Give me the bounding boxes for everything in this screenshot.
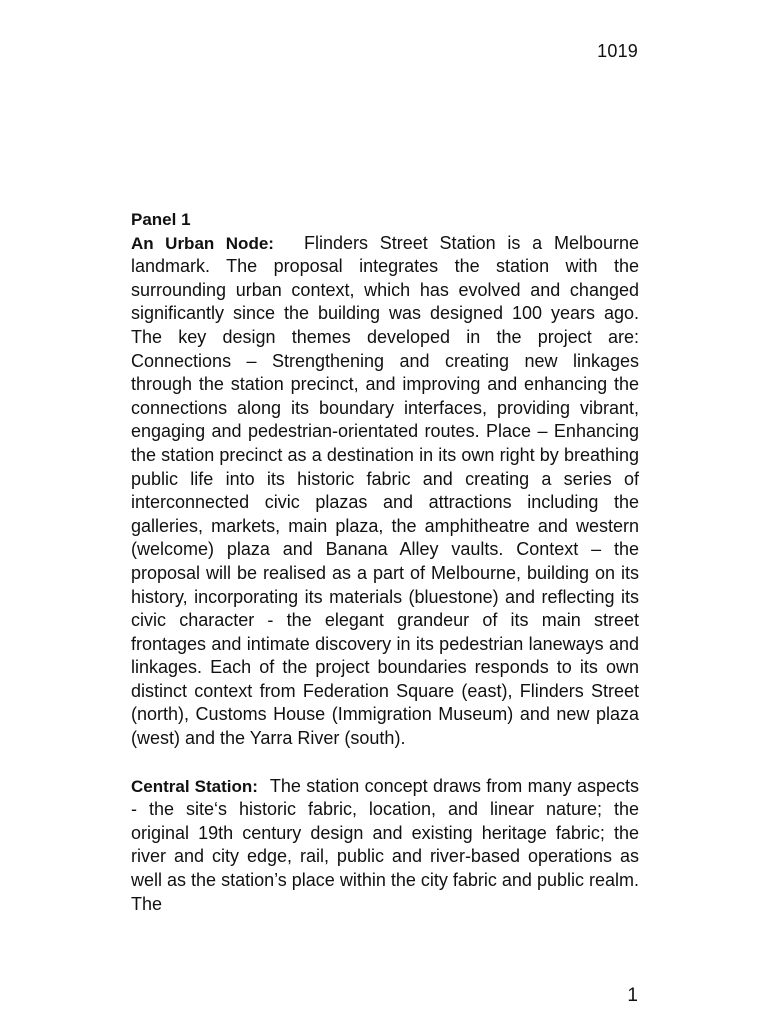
paragraph-lead-central-station: Central Station: xyxy=(131,776,258,796)
document-body xyxy=(131,208,639,916)
page-number: 1 xyxy=(627,985,638,1006)
paragraph-text-urban-node: Flinders Street Station is a Melbourne landmark. The proposal integrates the station with the surrounding urban context, which has evolved and changed significantly since the building was designed 100 years ago. The key design themes developed in the project are: Connections – Strengthening and creating new linkages through the station precinct, and improving and enhancing the connections along its boundary interfaces, providing vibrant, engaging and pedestrian-orientated routes. Place – Enhancing the station precinct as a destination in its own right by breathing public life into its historic fabric and creating a series of interconnected civic plazas and attractions including the galleries, markets, main plaza, the amphitheatre and western (welcome) plaza and Banana Alley vaults. Context – the proposal will be realised as a part of Melbourne, building on its history, incorporating its materials (bluestone) and reflecting its civic character - the elegant grandeur of its main street frontages and intimate discovery in its pedestrian laneways and linkages. Each of the project boundaries responds to its own distinct context from Federation Square (east), Flinders Street (north), Customs House (Immigration Museum) and new plaza (west) and the Yarra River (south). xyxy=(131,232,639,749)
paragraph-lead-urban-node: An Urban Node: xyxy=(131,233,274,253)
page-reference-number: 1019 xyxy=(597,41,638,61)
paragraph-urban-node xyxy=(131,232,639,751)
paragraph-central-station xyxy=(131,775,639,917)
paragraph-text-central-station: The station concept draws from many aspects - the site‘s historic fabric, location, and linear nature; the original 19th century design and existing heritage fabric; the river and city edge, rail, public and river-based operations as well as the station’s place within the city fabric and public realm. The xyxy=(131,775,639,914)
panel-heading: Panel 1 xyxy=(131,210,191,229)
